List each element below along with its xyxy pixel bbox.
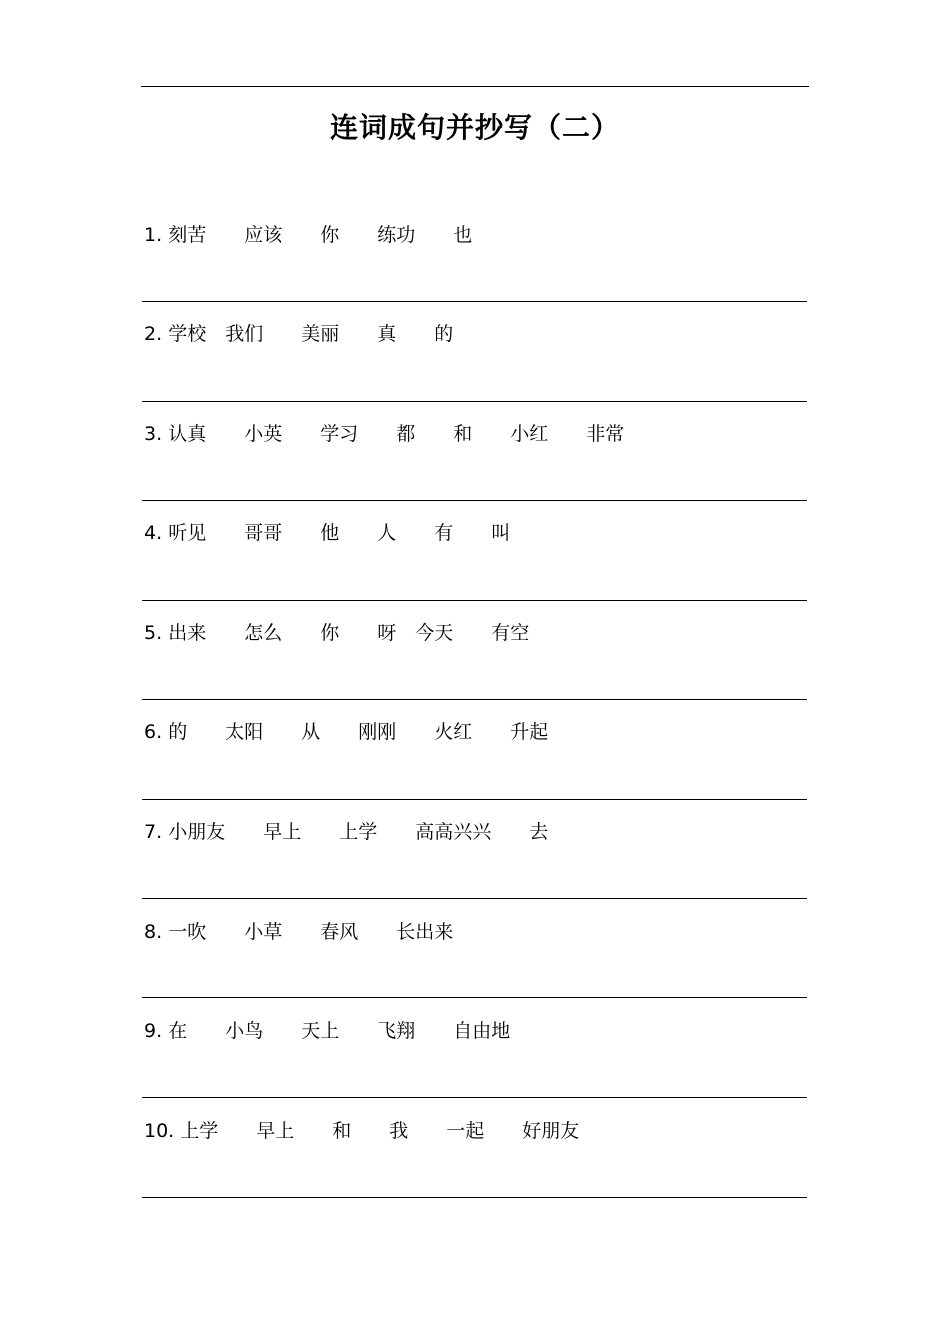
- exercise-number: 4.: [144, 522, 163, 544]
- answer-line[interactable]: [142, 401, 807, 402]
- answer-line[interactable]: [142, 898, 807, 899]
- header-rule: [141, 86, 809, 87]
- exercise-item: [144, 322, 808, 392]
- answer-line[interactable]: [142, 699, 807, 700]
- exercise-words: 刻苦 应该 你 练功 也: [168, 224, 473, 246]
- exercise-words: 上学 早上 和 我 一起 好朋友: [180, 1120, 580, 1142]
- exercise-number: 1.: [144, 224, 163, 246]
- exercise-words: 一吹 小草 春风 长出来: [168, 921, 454, 943]
- exercise-words: 听见 哥哥 他 人 有 叫: [168, 522, 511, 544]
- answer-line[interactable]: [142, 799, 807, 800]
- exercise-item: [144, 1019, 808, 1089]
- exercise-item: [144, 1119, 808, 1189]
- exercise-item: [144, 720, 808, 790]
- exercise-item: [144, 223, 808, 293]
- exercise-item: [144, 621, 808, 691]
- exercise-number: 7.: [144, 821, 163, 843]
- answer-line[interactable]: [142, 600, 807, 601]
- exercise-item: [144, 920, 808, 990]
- exercise-words: 认真 小英 学习 都 和 小红 非常: [168, 423, 625, 445]
- answer-line[interactable]: [142, 500, 807, 501]
- page-title: 连词成句并抄写（二）: [329, 111, 620, 144]
- exercise-words: 在 小鸟 天上 飞翔 自由地: [168, 1020, 511, 1042]
- exercise-item: [144, 820, 808, 890]
- exercise-words: 的 太阳 从 刚刚 火红 升起: [168, 721, 549, 743]
- exercise-number: 9.: [144, 1020, 163, 1042]
- exercise-number: 10.: [144, 1120, 175, 1142]
- exercise-number: 3.: [144, 423, 163, 445]
- exercise-number: 2.: [144, 323, 163, 345]
- answer-line[interactable]: [142, 997, 807, 998]
- exercise-item: [144, 521, 808, 591]
- answer-line[interactable]: [142, 1097, 807, 1098]
- answer-line[interactable]: [142, 1197, 807, 1198]
- exercise-number: 8.: [144, 921, 163, 943]
- answer-line[interactable]: [142, 301, 807, 302]
- exercise-words: 学校 我们 美丽 真 的: [168, 323, 454, 345]
- exercise-words: 出来 怎么 你 呀 今天 有空: [168, 622, 530, 644]
- exercise-number: 6.: [144, 721, 163, 743]
- exercise-item: [144, 422, 808, 492]
- exercise-number: 5.: [144, 622, 163, 644]
- exercise-words: 小朋友 早上 上学 高高兴兴 去: [168, 821, 549, 843]
